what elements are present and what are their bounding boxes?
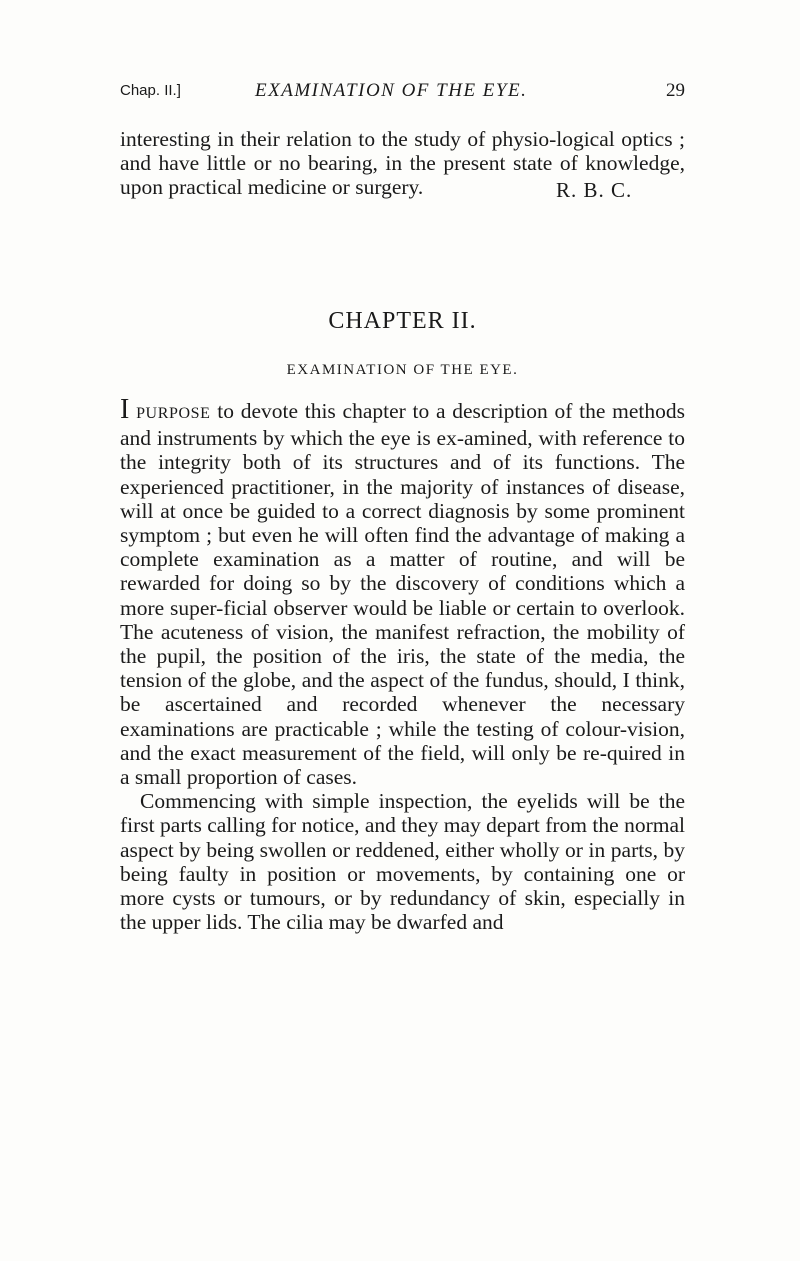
chapter-subheading: EXAMINATION OF THE EYE. bbox=[286, 362, 519, 378]
body-paragraph-1 bbox=[120, 394, 685, 790]
continued-paragraph: interesting in their relation to the study of physio-logical optics ; and have little or no bearing, in the present state of knowledge, upon practical medicine or surgery. bbox=[120, 127, 685, 200]
author-signature: R. B. C. bbox=[556, 178, 633, 202]
body-paragraph-1-text: to devote this chapter to a description of the methods and instruments by which the eye is ex-amined, with reference to the integrity both of its structures and of its functions. The experienced practitioner, in the majority of instances of disease, will at once be guided to a correct diagnosis by some prominent symptom ; but even he will often find the advantage of making a complete examination as a matter of routine, and will be rewarded for doing so by the discovery of conditions which a more super-ficial observer would be liable or certain to overlook. The acuteness of vision, the manifest refraction, the mobility of the pupil, the position of the iris, the state of the media, the tension of the globe, and the aspect of the fundus, should, I think, be ascertained and recorded whenever the necessary examinations are practicable ; while the testing of colour-vision, and the exact measurement of the field, will only be re-quired in a small proportion of cases. bbox=[120, 399, 685, 790]
running-head bbox=[120, 74, 685, 108]
lead-initial: I bbox=[120, 394, 130, 425]
chapter-reference: Chap. II.] bbox=[120, 82, 181, 99]
body-paragraph-2: Commencing with simple inspection, the eyelids will be the first parts calling for notice, and they may depart from the normal aspect by being swollen or reddened, either wholly or in parts, by being faulty in position or movements, by containing one or more cysts or tumours, or by redundancy of skin, especially in the upper lids. The cilia may be dwarfed and bbox=[120, 789, 685, 935]
chapter-heading: CHAPTER II. bbox=[328, 308, 477, 334]
chapter-body bbox=[120, 394, 685, 935]
page-number: 29 bbox=[666, 80, 685, 101]
lead-smallcaps: PURPOSE bbox=[136, 405, 211, 422]
running-title: EXAMINATION OF THE EYE. bbox=[255, 80, 528, 101]
